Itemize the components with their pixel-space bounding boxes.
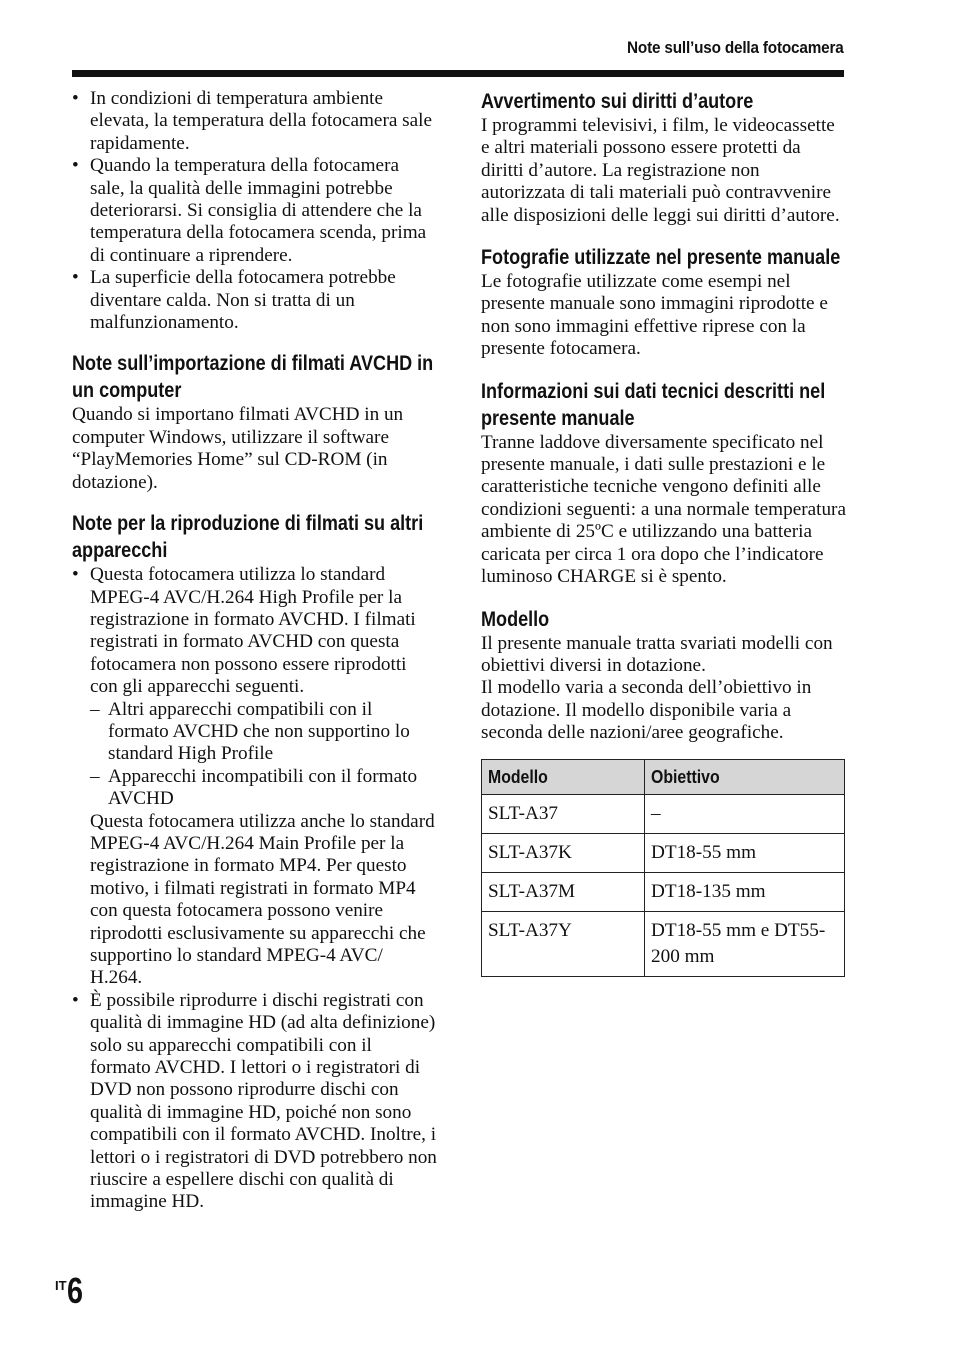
table-row (482, 794, 845, 833)
table-cell: SLT-A37K (482, 833, 645, 872)
section-text-model-1: Il presente manuale tratta svariati modelli con obiettivi diversi in dotazione. (481, 632, 833, 676)
table-row (482, 872, 845, 911)
page-header-title: Note sull’uso della fotocamera (627, 38, 844, 57)
page-number (55, 1270, 87, 1312)
header-rule (72, 70, 844, 77)
table-row (482, 833, 845, 872)
playback-bullet-list (72, 564, 437, 1214)
list-item-continuation: Questa fotocamera utilizza anche lo standard MPEG-4 AVC/H.264 Main Profile per la registrazione in formato MP4. Per questo motivo, i filmati registrati in formato MP4 con questa fotocamera possono venire riprodotti esclusivamente su apparecchi che supportino lo standard MPEG-4 AVC/ H.264. (90, 810, 435, 989)
table-cell: DT18-55 mm (645, 833, 845, 872)
section-heading-playback: Note per la riproduzione di filmati su altri apparecchi (72, 512, 424, 563)
table-cell: SLT-A37Y (482, 911, 645, 976)
list-item (72, 564, 437, 990)
dash-item: – Altri apparecchi compatibili con il formato AVCHD che non supportino lo standard High Profile (90, 699, 437, 766)
list-item: • È possibile riprodurre i dischi registrati con qualità di immagine HD (ad alta definizione) solo su apparecchi compatibili con il formato AVCHD. I lettori o i registratori di DVD non possono riprodurre dischi con qualità di immagine HD, poiché non sono compatibili con il formato AVCHD. Inoltre, i lettori o i registratori di DVD potrebbero non riuscire a espellere dischi con qualità di immagine HD. (72, 990, 437, 1214)
right-column (481, 88, 846, 977)
list-item: • La superficie della fotocamera potrebbe diventare calda. Non si tratta di un malfunzionamento. (72, 267, 437, 334)
table-cell: SLT-A37M (482, 872, 645, 911)
list-item: • Quando la temperatura della fotocamera sale, la qualità delle immagini potrebbe deteriorarsi. Si consiglia di attendere che la temperatura della fotocamera scenda, prima di continuare a riprendere. (72, 155, 437, 267)
page-number-value: 6 (66, 1270, 83, 1311)
list-item-text: • Questa fotocamera utilizza lo standard MPEG-4 AVC/H.264 High Profile per la registrazione in formato AVCHD. I filmati registrati in formato AVCHD con questa fotocamera non possono essere riprodotti con gli apparecchi seguenti. (90, 564, 416, 698)
table-header-row (482, 759, 845, 794)
list-item: • In condizioni di temperatura ambiente elevata, la temperatura della fotocamera sale rapidamente. (72, 88, 437, 155)
section-text-photos: Le fotografie utilizzate come esempi nel presente manuale sono immagini riprodotte e non sono immagini effettive riprese con la presente fotocamera. (481, 271, 828, 360)
dash-list (90, 699, 437, 811)
left-column (72, 88, 437, 1214)
model-table (481, 759, 845, 977)
dash-item: – Apparecchi incompatibili con il formato AVCHD (90, 766, 437, 811)
page-language-code: IT (55, 1278, 67, 1293)
table-cell: DT18-135 mm (645, 872, 845, 911)
section-text-copyright: I programmi televisivi, i film, le videocassette e altri materiali possono essere protetti da diritti d’autore. La registrazione non autorizzata di tali materiali può contravvenire alle disposizioni delle leggi sui diritti d’autore. (481, 115, 840, 226)
section-heading-avchd-import: Note sull’importazione di filmati AVCHD in un computer (72, 352, 434, 403)
section-text-specs: Tranne laddove diversamente specificato nel presente manuale, i dati sulle prestazioni e le caratteristiche tecniche vengono definiti alle condizioni seguenti: a una normale temperatura ambiente di 25ºC e utilizzando una batteria caricata per circa 1 ora dopo che l’indicatore luminoso CHARGE si è spento. (481, 431, 846, 588)
table-cell: DT18-55 mm e DT55-200 mm (645, 911, 845, 976)
table-cell: SLT-A37 (482, 794, 645, 833)
table-row (482, 911, 845, 976)
section-text-avchd-import: Quando si importano filmati AVCHD in un computer Windows, utilizzare il software “PlayMemories Home” sul CD-ROM (in dotazione). (72, 404, 404, 493)
section-heading-photos: Fotografie utilizzate nel presente manuale (481, 246, 841, 270)
table-header-model: Modello (482, 759, 645, 794)
section-text-model-2: Il modello varia a seconda dell’obiettivo in dotazione. Il modello disponibile varia a seconda delle nazioni/aree geografiche. (481, 677, 812, 744)
section-heading-copyright: Avvertimento sui diritti d’autore (481, 90, 754, 113)
intro-bullet-list (72, 88, 437, 334)
table-cell: – (645, 794, 845, 833)
table-header-lens: Obiettivo (645, 759, 845, 794)
section-heading-model: Modello (481, 607, 550, 631)
section-heading-specs: Informazioni sui dati tecnici descritti nel presente manuale (481, 379, 826, 430)
